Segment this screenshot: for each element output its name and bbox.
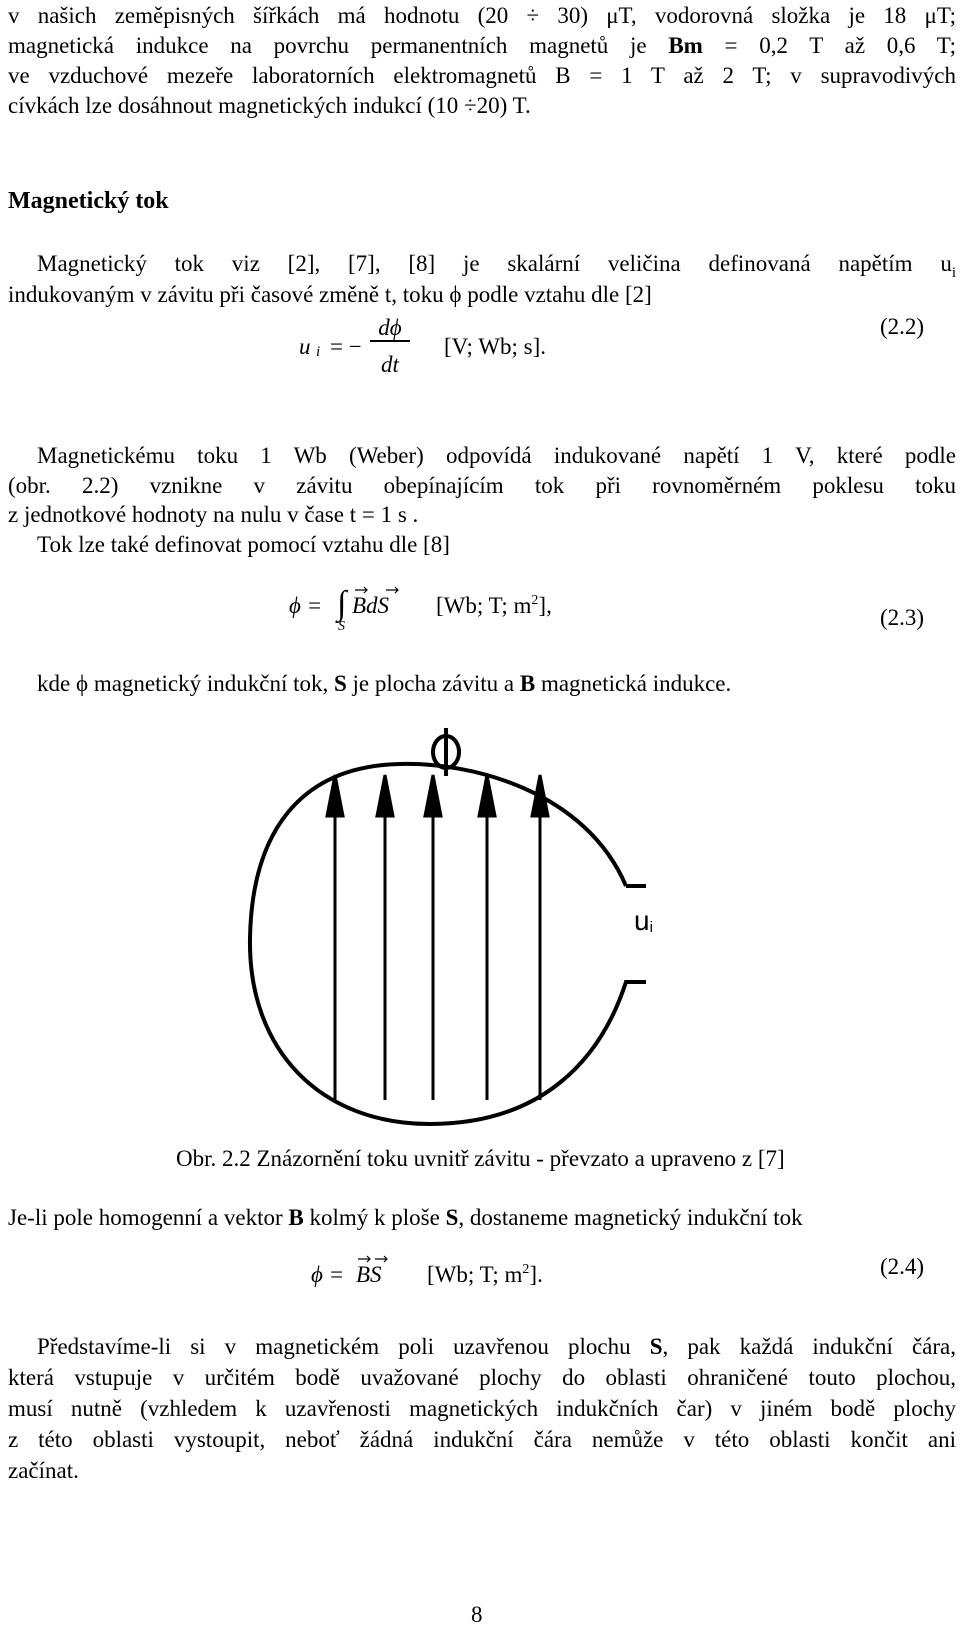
intro-line-1: v našich zeměpisných šířkách má hodnotu (20 ÷ 30) μT, vodorovná složka je 18 μT;: [8, 4, 956, 28]
p5-line-5: začínat.: [8, 1458, 79, 1483]
intro-line-2: magnetická indukce na povrchu permanentních magnetů je Bm = 0,2 T až 0,6 T;: [8, 34, 956, 58]
intro-line-3: ve vzduchové mezeře laboratorních elektromagnetů B = 1 T až 2 T; v supravodivých: [8, 64, 956, 88]
equation-number: (2.3): [880, 605, 925, 630]
p4-line: Je-li pole homogenní a vektor B kolmý k ploše S, dostaneme magnetický indukční tok: [8, 1205, 803, 1230]
p2-line-4: Tok lze také definovat pomocí vztahu dle [8]: [37, 532, 450, 557]
p1-line-1: Magnetický tok viz [2], [7], [8] je skalární veličina definovaná napětím $u_i$: [37, 252, 956, 278]
loop-contour: [250, 764, 646, 1124]
p3-line: kde ϕ magnetický indukční tok, S je plocha závitu a B magnetická indukce.: [37, 671, 732, 696]
ui-label: ui: [634, 905, 653, 936]
p5-line-4: z této oblasti vystoupit, neboť žádná indukční čára nemůže v této oblasti končit ani: [8, 1428, 956, 1452]
p5-line-1: Představíme-li si v magnetickém poli uzavřenou plochu S, pak každá indukční čára,: [37, 1335, 956, 1359]
p2-line-3: z jednotkové hodnoty na nulu v čase t = 1 s .: [8, 502, 419, 527]
vector-arrows: [355, 584, 411, 596]
equation-number: (2.2): [880, 314, 925, 339]
p5-line-2: která vstupuje v určitém bodě uvažované plochy do oblasti ohraničené touto plochou,: [8, 1366, 956, 1390]
figure-flux-loop: [0, 720, 960, 1160]
flux-lines: [327, 775, 548, 1100]
figure-caption: Obr. 2.2 Znázornění toku uvnitř závitu - převzato a upraveno z [7]: [176, 1146, 785, 1171]
p1-line-2: indukovaným v závitu při časové změně t, toku ϕ podle vztahu dle [2]: [8, 282, 652, 307]
section-heading: Magnetický tok: [8, 188, 169, 214]
p5-line-3: musí nutně (vzhledem k uzavřenosti magnetických indukčních čar) v jiném bodě plochy: [8, 1397, 956, 1421]
p2-line-1: Magnetickému toku 1 Wb (Weber) odpovídá indukované napětí 1 V, které podle: [37, 444, 956, 468]
p2-line-2: (obr. 2.2) vznikne v závitu obepínajícím tok při rovnoměrném poklesu toku: [8, 474, 956, 498]
intro-line-4: cívkách lze dosáhnout magnetických indukcí (10 ÷20) T.: [8, 93, 531, 118]
equation-number: (2.4): [880, 1254, 925, 1279]
page-number: 8: [471, 1602, 483, 1627]
flux-diagram: [0, 720, 960, 1160]
vector-arrows: [358, 1253, 394, 1265]
